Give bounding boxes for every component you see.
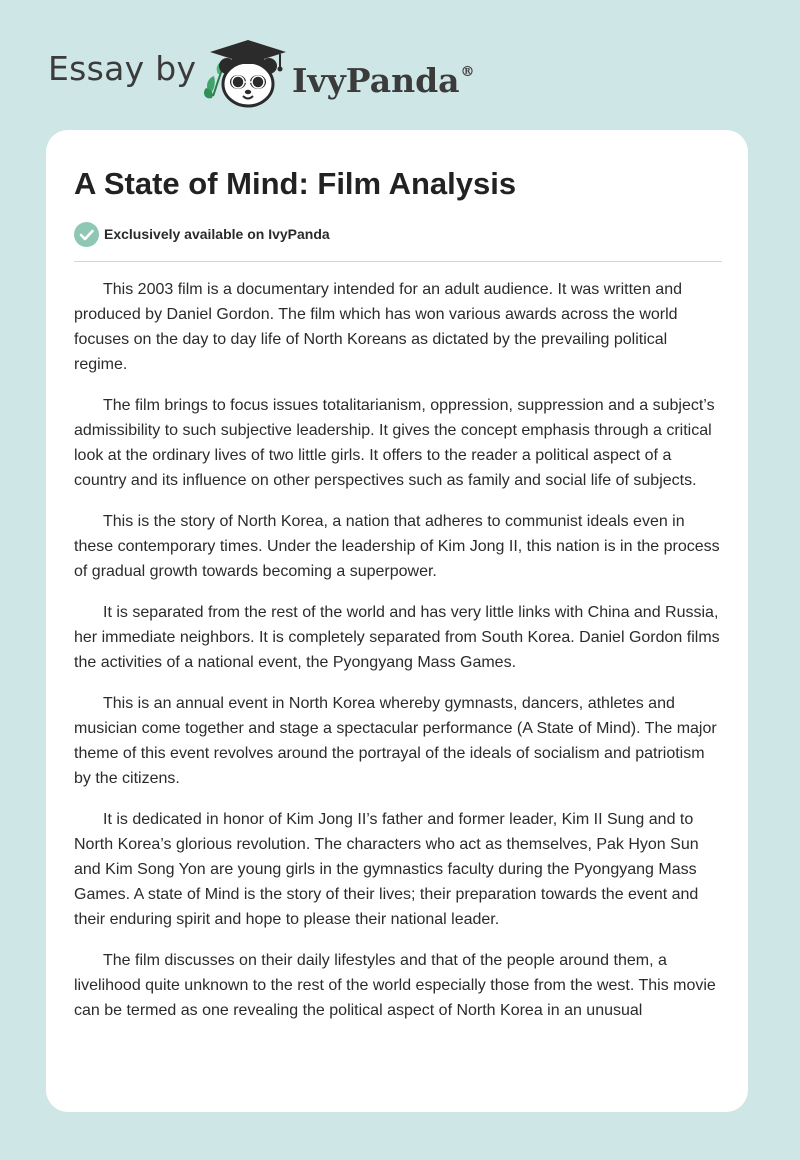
paragraph: This is an annual event in North Korea whereby gymnasts, dancers, athletes and musician come together and stage a spectacular performance (A State of Mind). The major theme of this event revolves around the portrayal of the ideals of socialism and patriotism by the citizens.: [74, 695, 717, 787]
essay-body: [74, 277, 722, 1039]
registered-mark: ®: [460, 64, 475, 80]
essay-card: [46, 130, 748, 1112]
paragraph: The film brings to focus issues totalitarianism, oppression, suppression and a subject’s admissibility to such subjective leadership. It gives the concept emphasis through a critical look at the ordinary lives of two little girls. It offers to the reader a political aspect of a country and its influence on other perspectives such as family and social life of subjects.: [74, 397, 715, 489]
exclusive-label: Exclusively available on IvyPanda: [104, 226, 330, 242]
brand-logo-text: [292, 52, 475, 101]
brand-name: IvyPanda: [292, 61, 460, 100]
paragraph: It is separated from the rest of the world and has very little links with China and Russia, her immediate neighbors. It is completely separated from South Korea. Daniel Gordon films the activities of a national event, the Pyongyang Mass Games.: [74, 604, 720, 671]
divider: [74, 261, 722, 262]
essay-by-label: Essay by: [48, 49, 197, 88]
paragraph: This 2003 film is a documentary intended for an adult audience. It was written and produced by Daniel Gordon. The film which has won various awards across the world focuses on the day to day life of North Koreans as dictated by the prevailing political regime.: [74, 281, 682, 373]
paragraph: The film discusses on their daily lifestyles and that of the people around them, a livelihood quite unknown to the rest of the world especially those from the west. This movie can be termed as one revealing the political aspect of North Korea in an unusual: [74, 952, 716, 1019]
exclusive-badge: [74, 221, 330, 247]
page-title: A State of Mind: Film Analysis: [74, 166, 517, 201]
check-circle-icon: [74, 222, 99, 247]
panda-graduate-icon: [200, 34, 290, 110]
paragraph: This is the story of North Korea, a nation that adheres to communist ideals even in these contemporary times. Under the leadership of Kim Jong II, this nation is in the process of gradual growth towards becoming a superpower.: [74, 513, 720, 580]
site-header: [0, 0, 800, 125]
paragraph: It is dedicated in honor of Kim Jong II’s father and former leader, Kim II Sung and to North Korea’s glorious revolution. The characters who act as themselves, Pak Hyon Sun and Kim Song Yon are young girls in the gymnastics faculty during the Pyongyang Mass Games. A state of Mind is the story of their lives; their preparation towards the event and their enduring spirit and hope to please their national leader.: [74, 811, 699, 928]
